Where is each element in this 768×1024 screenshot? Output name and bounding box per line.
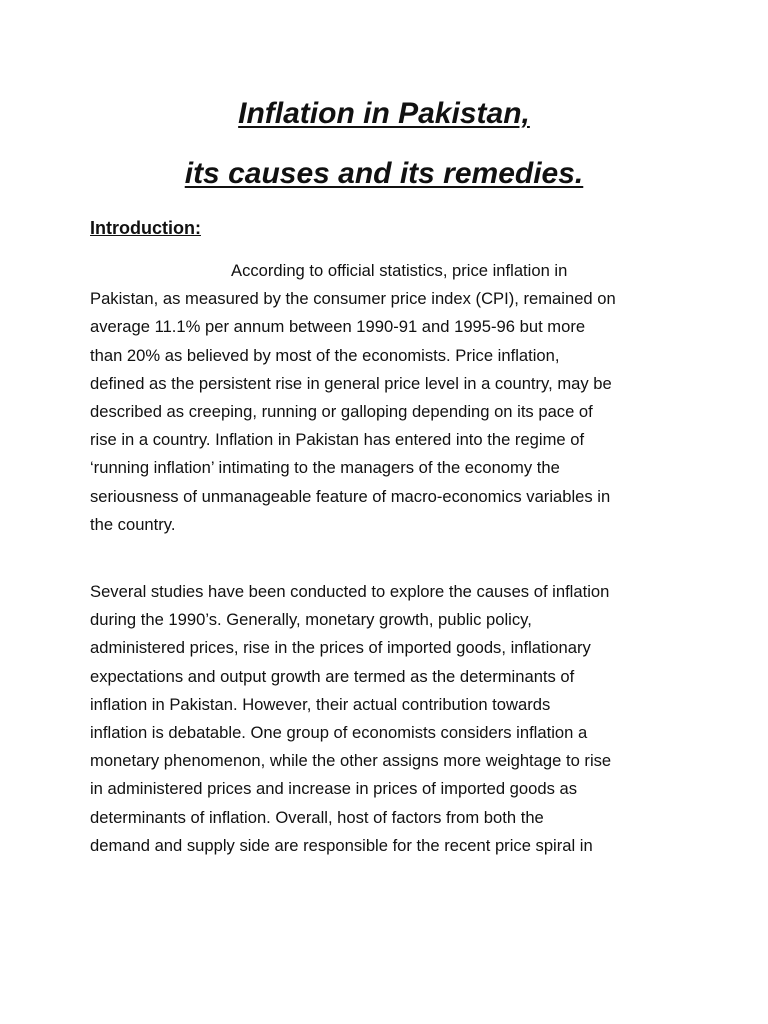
paragraph-line: average 11.1% per annum between 1990-91 and 1995-96 but more <box>90 317 586 337</box>
paragraph-line: Pakistan, as measured by the consumer price index (CPI), remained on <box>90 289 616 309</box>
document-title-line-1: Inflation in Pakistan, <box>238 97 530 130</box>
paragraph-line: determinants of inflation. Overall, host of factors from both the <box>90 807 544 827</box>
paragraph-line: demand and supply side are responsible for the recent price spiral in <box>90 835 593 855</box>
paragraph-line: Several studies have been conducted to explore the causes of inflation <box>90 582 610 601</box>
paragraph-line: rise in a country. Inflation in Pakistan has entered into the regime of <box>90 430 585 450</box>
paragraph-line: during the 1990’s. Generally, monetary growth, public policy, <box>90 610 532 630</box>
paragraph-line: in administered prices and increase in prices of imported goods as <box>90 779 578 799</box>
paragraph-line: seriousness of unmanageable feature of macro-economics variables in <box>90 486 611 506</box>
section-heading-introduction: Introduction: <box>90 218 201 238</box>
paragraph-line: monetary phenomenon, while the other assigns more weightage to rise <box>90 751 612 771</box>
paragraph-line: than 20% as believed by most of the economists. Price inflation, <box>90 345 560 365</box>
paragraph-line: defined as the persistent rise in general price level in a country, may be <box>90 373 612 393</box>
paragraph-line: described as creeping, running or galloping depending on its pace of <box>90 401 593 421</box>
paragraph-2 <box>90 578 680 860</box>
paragraph-line: administered prices, rise in the prices of imported goods, inflationary <box>90 638 591 658</box>
paragraph-line: According to official statistics, price inflation in <box>231 261 568 280</box>
paragraph-line: ‘running inflation’ intimating to the managers of the economy the <box>90 458 560 478</box>
paragraph-line: inflation is debatable. One group of economists considers inflation a <box>90 722 588 742</box>
document-title-line-2: its causes and its remedies. <box>184 157 584 190</box>
paragraph-line: inflation in Pakistan. However, their actual contribution towards <box>90 694 551 714</box>
paragraph-line: expectations and output growth are termed as the determinants of <box>90 666 575 686</box>
paragraph-line: the country. <box>90 514 176 534</box>
paragraph-1 <box>90 257 680 539</box>
